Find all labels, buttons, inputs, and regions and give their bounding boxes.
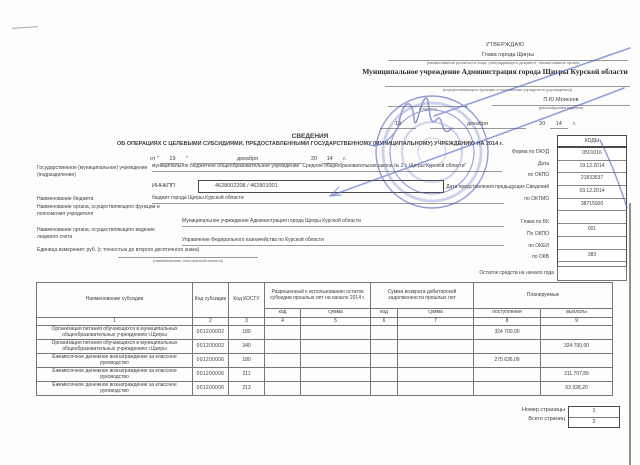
table-cell <box>301 382 371 396</box>
institution-label: Государственное (муниципальное) учреждение (подразделение) <box>37 165 148 178</box>
col-number: 4 <box>265 318 301 326</box>
table-cell: 213 <box>229 382 265 396</box>
budget-value: бюджет города Щигры Курской области <box>152 195 504 204</box>
approver-org-hint: (осуществляющего функции и полномочия учредителя (учреждения)) <box>385 86 630 93</box>
code-label: Глава по БК <box>521 219 549 226</box>
table-cell <box>474 382 541 396</box>
table-row <box>37 326 613 340</box>
subcol-sum: сумма <box>301 309 371 318</box>
table-cell <box>371 340 398 354</box>
table-row <box>37 382 613 396</box>
approver-position-hint: (наименование должности лица, утверждающего документ; наименование органа <box>426 60 580 65</box>
table-cell <box>371 326 398 340</box>
table-cell <box>301 326 371 340</box>
table-cell <box>371 354 398 368</box>
approval-date-line <box>380 121 630 129</box>
approve-label: УТВЕРЖДАЮ <box>485 42 525 48</box>
code-label: по ОКПО <box>527 172 549 179</box>
approval-date-century: 20 <box>539 121 546 127</box>
table-cell <box>474 368 541 382</box>
table-cell: 001200006 <box>193 354 229 368</box>
table-header-row <box>37 283 613 309</box>
col-header-return: Сумма возврата дебиторской задолженности прошлых лет <box>371 283 474 309</box>
code-value: 001 <box>558 224 626 237</box>
col-number: 7 <box>398 318 474 326</box>
approval-date-year: 14 <box>550 121 568 129</box>
col-number: 8 <box>474 318 541 326</box>
table-cell: Организация питания обучающихся в муниципальных общеобразовательных учреждениях г.Щигры <box>37 340 193 354</box>
table-row <box>37 368 613 382</box>
budget-label: Наименование бюджета <box>37 196 94 202</box>
table-cell: Ежемесячное денежное вознаграждение за классное руководство <box>37 368 193 382</box>
subcol-sum: сумма <box>398 309 474 318</box>
table-cell: 180 <box>229 354 265 368</box>
founder-org-value: Муниципальное учреждение Администрация города Щигры Курской области <box>182 218 504 227</box>
code-label: Дата представления предыдущих Сведений <box>446 184 549 191</box>
table-colnum-row <box>37 318 613 326</box>
approver-org: Муниципальное учреждение Администрация города Щигры Курской области <box>362 67 628 76</box>
col-header-planned: Планируемые <box>474 283 613 309</box>
form-date-year: 14 <box>322 156 338 164</box>
page-number-value: 1 <box>569 407 619 418</box>
table-cell <box>301 368 371 382</box>
balance-box <box>557 266 627 281</box>
approval-date-month: декабря <box>430 121 526 129</box>
form-date-month: декабря <box>193 156 301 164</box>
form-date-quote: " <box>186 156 188 162</box>
account-org-label: Наименование органа, осуществляющего ведение лицевого счета <box>37 227 155 240</box>
code-label: по ОКЕИ <box>528 242 549 249</box>
approval-date-day: 19 <box>380 121 416 129</box>
table-cell: Ежемесячное денежное вознаграждение за классное руководство <box>37 382 193 396</box>
approver-name-hint: (расшифровка подписи) <box>538 105 584 110</box>
table-cell <box>398 340 474 354</box>
table-cell: 001200002 <box>193 340 229 354</box>
table-cell: 180 <box>229 326 265 340</box>
subcol-receipts: поступления <box>474 309 541 318</box>
table-cell <box>474 340 541 354</box>
inn-kpp-label: ИННКПП <box>152 183 176 189</box>
table-cell <box>541 354 613 368</box>
table-cell <box>301 340 371 354</box>
code-label: По ОКПО <box>526 230 549 237</box>
pages-box <box>568 406 620 428</box>
total-pages-value: 2 <box>592 418 596 425</box>
col-number: 6 <box>371 318 398 326</box>
table-cell: Ежемесячное денежное вознаграждение за классное руководство <box>37 354 193 368</box>
table-cell: 211 <box>229 368 265 382</box>
total-pages-label: Всего страниц <box>528 416 565 422</box>
table-cell <box>265 340 301 354</box>
table-cell <box>398 382 474 396</box>
scan-artifact-mark <box>12 26 38 29</box>
code-label: Форма по ОКУД <box>511 149 549 155</box>
table-row <box>37 354 613 368</box>
col-number: 5 <box>301 318 371 326</box>
col-header-kosgu: Код КОСГУ <box>229 283 265 318</box>
form-date-century: 20 <box>311 156 318 162</box>
scan-artifact-edge <box>629 203 631 465</box>
inn-kpp-value: 4628002208 / 462801001 <box>215 183 278 189</box>
subcol-code: код <box>371 309 398 318</box>
codes-header: КОДЫ <box>557 135 627 147</box>
code-value: 19.12.2014 <box>558 161 626 174</box>
code-value: 03.12.2014 <box>558 186 626 199</box>
table-cell <box>371 382 398 396</box>
table-cell: 001200002 <box>193 326 229 340</box>
table-row <box>37 340 613 354</box>
table-cell <box>541 326 613 340</box>
code-label: по ОКВ <box>531 254 549 261</box>
table-cell <box>265 326 301 340</box>
unit-label: Единица измерения: руб. (с точностью до второго десятичного знака) <box>37 247 200 253</box>
code-value <box>558 211 626 224</box>
table-cell: 275 636,09 <box>474 354 541 368</box>
signature-hint: (подпись) <box>419 106 437 111</box>
table-cell: 001200006 <box>193 368 229 382</box>
code-value: 383 <box>558 250 626 263</box>
table-cell: 211 707,89 <box>541 368 613 382</box>
table-cell <box>398 326 474 340</box>
form-subtitle: ОБ ОПЕРАЦИЯХ С ЦЕЛЕВЫМИ СУБСИДИЯМИ, ПРЕДОСТАВЛЕННЫМИ ГОСУДАРСТВЕННОМУ (МУНИЦИПАЛЬНОМУ) УЧРЕЖДЕНИЮ НА 2014 г. <box>116 141 503 147</box>
table-cell <box>265 368 301 382</box>
subsidies-table <box>36 282 613 396</box>
code-value: 21833537 <box>558 173 626 186</box>
table-cell: 324 700,00 <box>474 326 541 340</box>
table-cell <box>398 368 474 382</box>
codes-values-box <box>557 147 627 275</box>
table-cell: 324 700,00 <box>541 340 613 354</box>
page-number-label: Номер страницы <box>521 407 565 413</box>
col-header-subsidy-code: Код субсидии <box>193 283 229 318</box>
table-cell <box>265 354 301 368</box>
form-date-g: г. <box>343 156 347 162</box>
table-cell: 001200006 <box>193 382 229 396</box>
form-title: СВЕДЕНИЯ <box>291 133 329 140</box>
form-date-prefix: от " <box>150 156 159 162</box>
subcol-payments: выплаты <box>541 309 613 318</box>
table-cell: 63 928,20 <box>541 382 613 396</box>
table-cell <box>371 368 398 382</box>
subcol-code: код <box>265 309 301 318</box>
table-cell <box>301 354 371 368</box>
codes-labels <box>330 147 554 264</box>
balance-label: Остаток средств на начало года <box>479 270 554 276</box>
code-label: Дата <box>537 160 549 167</box>
approver-position: Глава города Щигры <box>388 52 628 61</box>
form-date-day: 19 <box>160 156 184 164</box>
code-label: по ОКТМО <box>524 195 549 202</box>
col-number: 2 <box>193 318 229 326</box>
table-cell: Организация питания обучающихся в муниципальных общеобразовательных учреждениях г.Щигры <box>37 326 193 340</box>
approver-name: П.Ю.Моисеев <box>492 97 630 106</box>
col-number: 1 <box>37 318 193 326</box>
col-header-name: Наименование субсидии <box>37 283 193 318</box>
col-number: 3 <box>229 318 265 326</box>
code-value: 38715000 <box>558 199 626 212</box>
table-cell <box>398 354 474 368</box>
code-value <box>558 237 626 250</box>
table-cell <box>265 382 301 396</box>
institution-value: муниципальное бюджетное общеобразовательное учреждение "Средняя общеобразовательная школа № 2 г. Щигры Курской области" <box>152 163 502 172</box>
col-header-remainder: Разрешенный к использованию остаток субсидии прошлых лет на начало 2014 г. <box>265 283 371 309</box>
col-number: 9 <box>541 318 613 326</box>
approval-date-g: г. <box>573 121 577 127</box>
code-value: 0501016 <box>558 148 626 161</box>
currency-hint: (наименование иностранной валюты) <box>118 257 258 264</box>
code-label <box>330 205 554 217</box>
table-cell: 340 <box>229 340 265 354</box>
founder-org-label: Наименование органа, осуществляющего функции и полномочия учредителя <box>37 204 160 217</box>
account-org-value: Управление Федерального казначейства по Курской области <box>182 237 504 246</box>
